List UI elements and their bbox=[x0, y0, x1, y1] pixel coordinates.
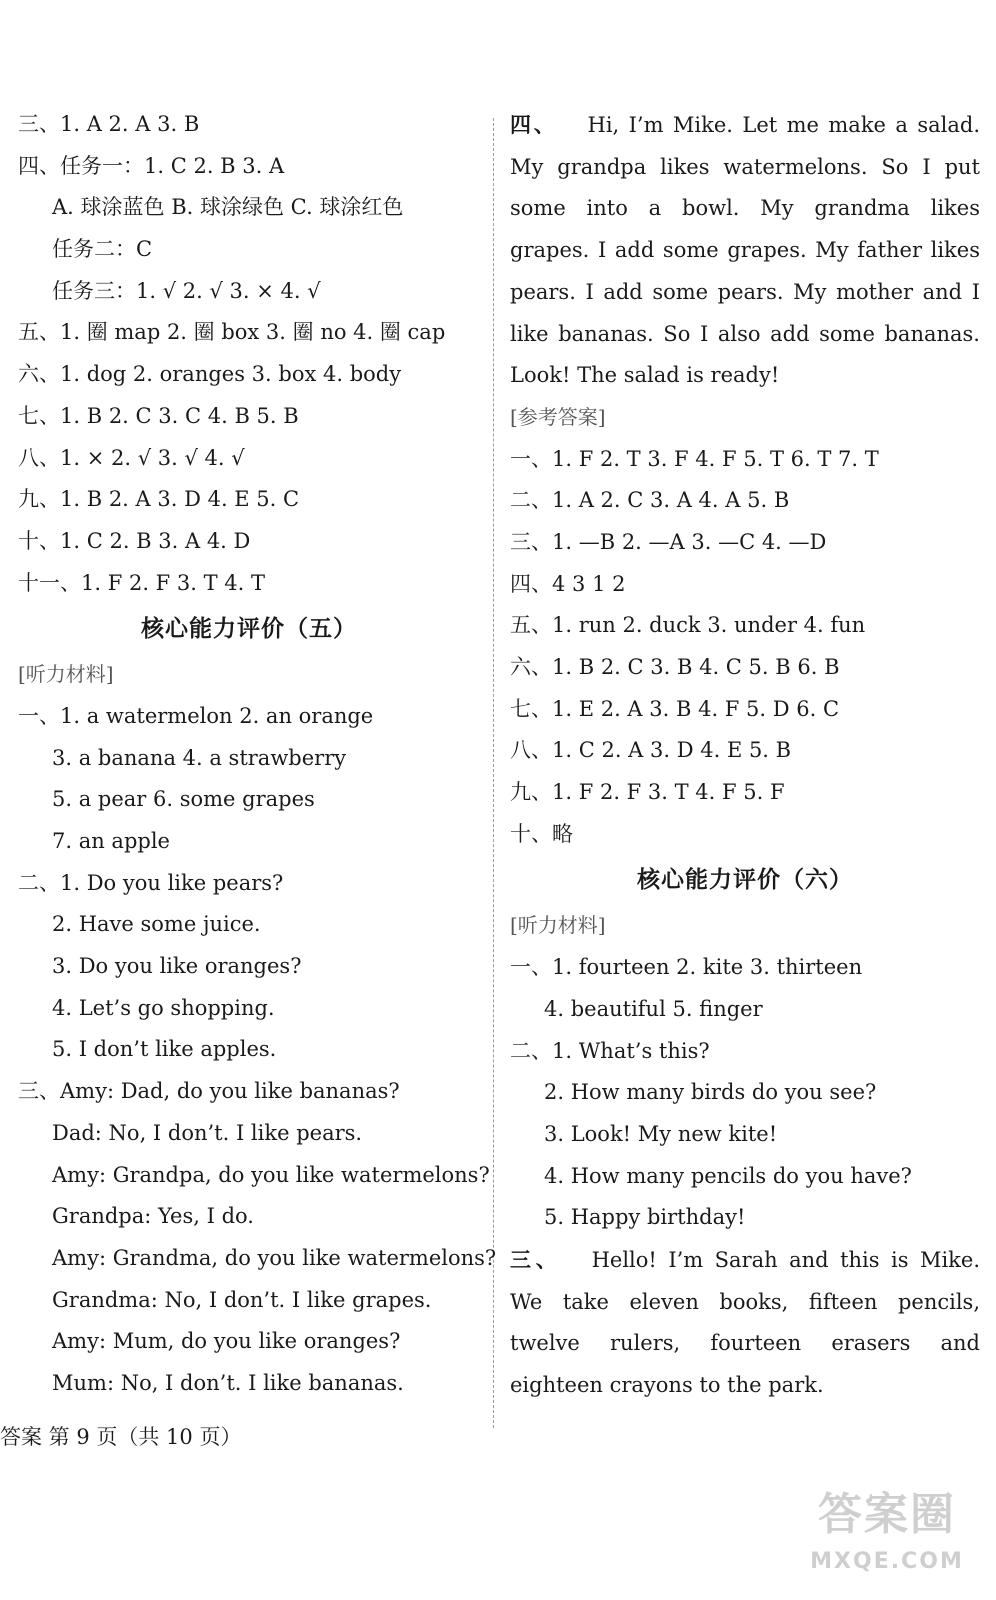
text-line: Amy: Mum, do you like oranges? bbox=[52, 1329, 401, 1354]
text-line: 任务二：C bbox=[52, 237, 153, 262]
section-title-five: 核心能力评价（五） bbox=[141, 616, 357, 643]
text-line: 4. How many pencils do you have? bbox=[544, 1163, 912, 1188]
text-line: 一、1. F 2. T 3. F 4. F 5. T 6. T 7. T bbox=[510, 446, 879, 471]
left-answers-block bbox=[18, 104, 480, 604]
text-line: Dad: No, I don’t. I like pears. bbox=[52, 1120, 363, 1145]
text-line: 四、任务一：1. C 2. B 3. A bbox=[18, 153, 285, 178]
text-line: 五、1. run 2. duck 3. under 4. fun bbox=[510, 613, 866, 638]
listening-label-five: [听力材料] bbox=[18, 662, 114, 687]
text-line: 六、1. dog 2. oranges 3. box 4. body bbox=[18, 362, 402, 387]
text-line: 2. How many birds do you see? bbox=[544, 1080, 877, 1105]
text-line: 三、1. —B 2. —A 3. —C 4. —D bbox=[510, 529, 827, 554]
text-line: 5. a pear 6. some grapes bbox=[52, 787, 315, 812]
section-title-six: 核心能力评价（六） bbox=[637, 867, 853, 894]
right-answers-block bbox=[510, 439, 980, 856]
text-line: Grandma: No, I don’t. I like grapes. bbox=[52, 1287, 432, 1312]
passage-salad bbox=[510, 104, 980, 397]
passage-park-lead: 三、 bbox=[510, 1246, 562, 1272]
text-line: 7. an apple bbox=[52, 829, 170, 853]
text-line: Amy: Grandma, do you like watermelons? bbox=[52, 1245, 497, 1270]
text-line: 任务三：1. √ 2. √ 3. × 4. √ bbox=[52, 278, 321, 303]
watermark-small: MXQE.COM bbox=[810, 1549, 964, 1574]
text-line: 5. Happy birthday! bbox=[544, 1205, 746, 1230]
text-line: 二、1. Do you like pears? bbox=[18, 870, 284, 895]
text-line: 七、1. B 2. C 3. C 4. B 5. B bbox=[18, 403, 299, 428]
text-line: 九、1. B 2. A 3. D 4. E 5. C bbox=[18, 487, 300, 512]
watermark-logo bbox=[792, 1485, 982, 1595]
text-line: 十、1. C 2. B 3. A 4. D bbox=[18, 528, 251, 553]
text-line: 4. Let’s go shopping. bbox=[52, 995, 275, 1020]
text-line: 十、略 bbox=[510, 821, 573, 846]
passage-park bbox=[510, 1239, 980, 1407]
text-line: 三、1. A 2. A 3. B bbox=[18, 112, 200, 136]
text-line: 八、1. × 2. √ 3. √ 4. √ bbox=[18, 445, 245, 470]
text-line: 八、1. C 2. A 3. D 4. E 5. B bbox=[510, 738, 792, 763]
text-line: A. 球涂蓝色 B. 球涂绿色 C. 球涂红色 bbox=[52, 195, 404, 220]
column-divider bbox=[493, 118, 494, 1428]
text-line: 七、1. E 2. A 3. B 4. F 5. D 6. C bbox=[510, 696, 840, 721]
text-line: 五、1. 圈 map 2. 圈 box 3. 圈 no 4. 圈 cap bbox=[18, 320, 446, 345]
answer-label: [参考答案] bbox=[510, 404, 606, 429]
listening-label-six: [听力材料] bbox=[510, 913, 606, 938]
passage-park-text: Hello! I’m Sarah and this is Mike. We take eleven books, fifteen pencils, twelve rulers, fourteen erasers and eighteen crayons to the park. bbox=[510, 1247, 981, 1398]
text-line: 四、4 3 1 2 bbox=[510, 571, 626, 596]
text-line: 二、1. What’s this? bbox=[510, 1038, 710, 1063]
text-line: Mum: No, I don’t. I like bananas. bbox=[52, 1370, 404, 1395]
text-line: 六、1. B 2. C 3. B 4. C 5. B 6. B bbox=[510, 655, 840, 680]
text-line: Grandpa: Yes, I do. bbox=[52, 1204, 254, 1229]
text-line: 二、1. A 2. C 3. A 4. A 5. B bbox=[510, 488, 790, 513]
text-line: 3. Do you like oranges? bbox=[52, 954, 302, 979]
text-line: 一、1. fourteen 2. kite 3. thirteen bbox=[510, 955, 863, 980]
left-listening-block bbox=[18, 696, 497, 1405]
passage-salad-lead: 四、 bbox=[510, 112, 558, 137]
watermark-big: 答案圈 bbox=[818, 1489, 956, 1540]
text-line: Amy: Grandpa, do you like watermelons? bbox=[52, 1162, 490, 1187]
right-column bbox=[510, 104, 980, 1407]
text-line: 九、1. F 2. F 3. T 4. F 5. F bbox=[510, 780, 785, 805]
text-line: 一、1. a watermelon 2. an orange bbox=[18, 703, 374, 728]
passage-salad-text: Hi, I’m Mike. Let me make a salad. My grandpa likes watermelons. So I put some into a bowl. My grandma likes grapes. I add some grapes. My father likes pears. I add some pears. My mother and I like bananas. So I also add some bananas. Look! The salad is ready! bbox=[510, 113, 980, 388]
text-line: 4. beautiful 5. finger bbox=[544, 996, 763, 1021]
text-line: 2. Have some juice. bbox=[52, 912, 261, 937]
text-line: 3. a banana 4. a strawberry bbox=[52, 745, 347, 770]
text-line: 3. Look! My new kite! bbox=[544, 1121, 778, 1146]
text-line: 三、Amy: Dad, do you like bananas? bbox=[18, 1079, 400, 1104]
text-line: 5. I don’t like apples. bbox=[52, 1037, 277, 1062]
page-footer: 答案 第 9 页（共 10 页） bbox=[0, 1425, 242, 1449]
text-line: 十一、1. F 2. F 3. T 4. T bbox=[18, 570, 266, 595]
right-listening-block bbox=[510, 947, 980, 1239]
left-column bbox=[18, 104, 497, 1405]
